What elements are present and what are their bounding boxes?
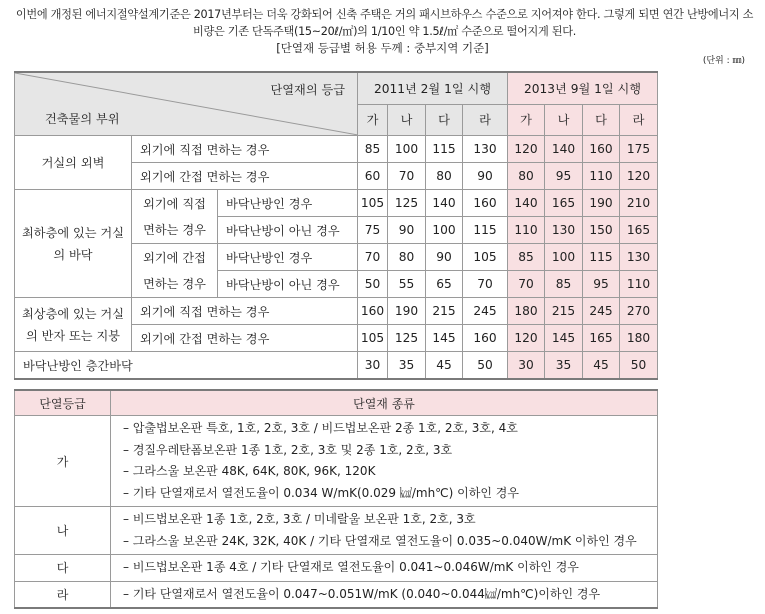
thickness-value: 110: [508, 217, 545, 244]
grade-header: 라: [463, 104, 508, 135]
thickness-value: 120: [508, 136, 545, 163]
thickness-value: 160: [583, 136, 620, 163]
grade-row: [15, 581, 658, 608]
thickness-value: 115: [426, 136, 463, 163]
thickness-value: 105: [463, 244, 508, 271]
thickness-value: 100: [388, 136, 426, 163]
grade-row: [15, 507, 658, 555]
thickness-value: 145: [545, 325, 583, 352]
thickness-value: 140: [545, 136, 583, 163]
thickness-value: 55: [388, 271, 426, 298]
condition-label: 바닥난방인 경우: [218, 190, 358, 217]
condition-label: 외기에 직접 면하는 경우: [132, 136, 358, 163]
thickness-value: 160: [358, 298, 388, 325]
thickness-value: 70: [358, 244, 388, 271]
thickness-value: 190: [388, 298, 426, 325]
grade-label: 다: [15, 555, 111, 582]
thickness-value: 70: [463, 271, 508, 298]
grade-header: 나: [388, 104, 426, 135]
thickness-value: 115: [463, 217, 508, 244]
material-list: [111, 555, 658, 582]
table-subtitle: [단열재 등급별 허용 두께 : 중부지역 기준]: [276, 41, 489, 55]
thickness-value: 95: [545, 163, 583, 190]
grade-row: [15, 416, 658, 507]
row-roof-direct: [15, 298, 658, 325]
grade-label: 가: [15, 416, 111, 507]
intro-text: 이번에 개정된 에너지절약설계기준은 2017년부터는 더욱 강화되어 신축 주택은 거의 패시브하우스 수준으로 지어져야 한다. 그렇게 되면 연간 난방에너지 소비량은 기존 단독주택(15~20ℓ/㎡)의 1/10인 약 1.5ℓ/㎡ 수준으로 떨어지게 된다.: [15, 8, 754, 38]
thickness-value: 80: [426, 163, 463, 190]
thickness-value: 45: [583, 352, 620, 380]
row-floor-direct-heat: [15, 190, 658, 217]
thickness-value: 115: [583, 244, 620, 271]
thickness-value: 165: [620, 217, 658, 244]
thickness-value: 245: [463, 298, 508, 325]
condition-label: 면하는 경우: [132, 271, 218, 298]
thickness-value: 130: [620, 244, 658, 271]
thickness-value: 105: [358, 190, 388, 217]
thickness-value: 160: [463, 325, 508, 352]
thickness-value: 180: [620, 325, 658, 352]
thickness-value: 85: [508, 244, 545, 271]
thickness-value: 60: [358, 163, 388, 190]
col-grade-header: 단열등급: [15, 390, 111, 416]
thickness-value: 130: [545, 217, 583, 244]
thickness-table: [14, 71, 658, 380]
thickness-value: 100: [545, 244, 583, 271]
material-item: – 기타 단열재로서 열전도율이 0.047~0.051W/mK (0.040~0.044㎉/mh℃)이하인 경우: [123, 586, 601, 601]
condition-label: 외기에 직접 면하는 경우: [132, 298, 358, 325]
thickness-value: 65: [426, 271, 463, 298]
material-item: – 비드법보온판 1종 1호, 2호, 3호 / 미네랄울 보온판 1호, 2호, 3호: [123, 512, 476, 526]
thickness-value: 180: [508, 298, 545, 325]
thickness-value: 190: [583, 190, 620, 217]
thickness-value: 125: [388, 325, 426, 352]
diagonal-header-cell: [15, 72, 358, 136]
grade-label: 나: [15, 507, 111, 555]
thickness-value: 105: [358, 325, 388, 352]
thickness-value: 85: [545, 271, 583, 298]
condition-label: 바닥난방이 아닌 경우: [218, 271, 358, 298]
row-interfloor: [15, 352, 658, 380]
thickness-value: 75: [358, 217, 388, 244]
grade-row: [15, 555, 658, 582]
header-grade-label: 단열재의 등급: [270, 83, 346, 97]
thickness-value: 165: [545, 190, 583, 217]
thickness-value: 110: [583, 163, 620, 190]
condition-label: 바닥난방이 아닌 경우: [218, 217, 358, 244]
condition-label: 바닥난방인 경우: [218, 244, 358, 271]
thickness-value: 130: [463, 136, 508, 163]
condition-label: 외기에 직접: [132, 190, 218, 217]
thickness-value: 95: [583, 271, 620, 298]
group-roof: [15, 298, 132, 352]
thickness-value: 50: [358, 271, 388, 298]
condition-label: 외기에 간접: [132, 244, 218, 271]
thickness-value: 70: [508, 271, 545, 298]
thickness-value: 90: [388, 217, 426, 244]
thickness-value: 210: [620, 190, 658, 217]
condition-label: 바닥난방인 층간바닥: [15, 352, 358, 380]
thickness-value: 90: [426, 244, 463, 271]
thickness-value: 140: [508, 190, 545, 217]
thickness-value: 50: [620, 352, 658, 380]
thickness-value: 80: [388, 244, 426, 271]
thickness-value: 160: [463, 190, 508, 217]
material-item: – 비드법보온판 1종 4호 / 기타 단열재로 열전도율이 0.041~0.046W/mK 이하인 경우: [123, 560, 579, 574]
thickness-value: 175: [620, 136, 658, 163]
thickness-value: 35: [388, 352, 426, 380]
thickness-value: 30: [358, 352, 388, 380]
period-2011-header: 2011년 2월 1일 시행: [358, 72, 508, 104]
thickness-value: 140: [426, 190, 463, 217]
thickness-value: 70: [388, 163, 426, 190]
material-item: – 기타 단열재로서 열전도율이 0.034 W/mK(0.029 ㎉/mh℃) 이하인 경우: [123, 485, 519, 500]
thickness-value: 215: [545, 298, 583, 325]
thickness-value: 245: [583, 298, 620, 325]
material-list: [111, 416, 658, 507]
thickness-value: 90: [463, 163, 508, 190]
period-2013-header: 2013년 9월 1일 시행: [508, 72, 658, 104]
group-roof-line1: 최상층에 있는 거실: [22, 306, 124, 321]
thickness-value: 145: [426, 325, 463, 352]
thickness-value: 100: [426, 217, 463, 244]
thickness-value: 270: [620, 298, 658, 325]
grade-header: 가: [508, 104, 545, 135]
grade-label: 라: [15, 581, 111, 608]
thickness-value: 110: [620, 271, 658, 298]
thickness-value: 85: [358, 136, 388, 163]
group-floor-line2: 의 바닥: [53, 247, 93, 262]
thickness-value: 80: [508, 163, 545, 190]
group-wall: 거실의 외벽: [15, 136, 132, 190]
material-item: – 압출법보온판 특호, 1호, 2호, 3호 / 비드법보온판 2종 1호, 2호, 3호, 4호: [123, 421, 518, 435]
condition-label: 외기에 간접 면하는 경우: [132, 325, 358, 352]
grade-header: 라: [620, 104, 658, 135]
grade-header: 다: [583, 104, 620, 135]
grade-header: 다: [426, 104, 463, 135]
condition-label: 외기에 간접 면하는 경우: [132, 163, 358, 190]
unit-label: (단위 : ㎜): [702, 56, 745, 66]
grade-header: 가: [358, 104, 388, 135]
thickness-value: 150: [583, 217, 620, 244]
grade-header: 나: [545, 104, 583, 135]
thickness-value: 35: [545, 352, 583, 380]
material-item: – 경질우레탄폼보온판 1종 1호, 2호, 3호 및 2종 1호, 2호, 3호: [123, 442, 453, 457]
material-list: [111, 507, 658, 555]
thickness-value: 120: [508, 325, 545, 352]
material-list: [111, 581, 658, 608]
condition-label: 면하는 경우: [132, 217, 218, 244]
group-roof-line2: 의 반자 또는 지붕: [25, 328, 121, 343]
material-item: – 그라스울 보온판 24K, 32K, 40K / 기타 단열재로 열전도율이 0.035~0.040W/mK 이하인 경우: [123, 533, 637, 548]
thickness-value: 50: [463, 352, 508, 380]
col-type-header: 단열재 종류: [111, 390, 658, 416]
thickness-value: 120: [620, 163, 658, 190]
thickness-value: 45: [426, 352, 463, 380]
thickness-value: 125: [388, 190, 426, 217]
group-floor: [15, 190, 132, 298]
insulation-grade-table: [14, 389, 658, 609]
thickness-value: 30: [508, 352, 545, 380]
group-floor-line1: 최하층에 있는 거실: [22, 225, 124, 240]
material-item: – 그라스울 보온판 48K, 64K, 80K, 96K, 120K: [123, 464, 376, 478]
header-part-label: 건축물의 부위: [45, 112, 120, 126]
thickness-value: 165: [583, 325, 620, 352]
row-wall-direct: [15, 136, 658, 163]
thickness-value: 215: [426, 298, 463, 325]
